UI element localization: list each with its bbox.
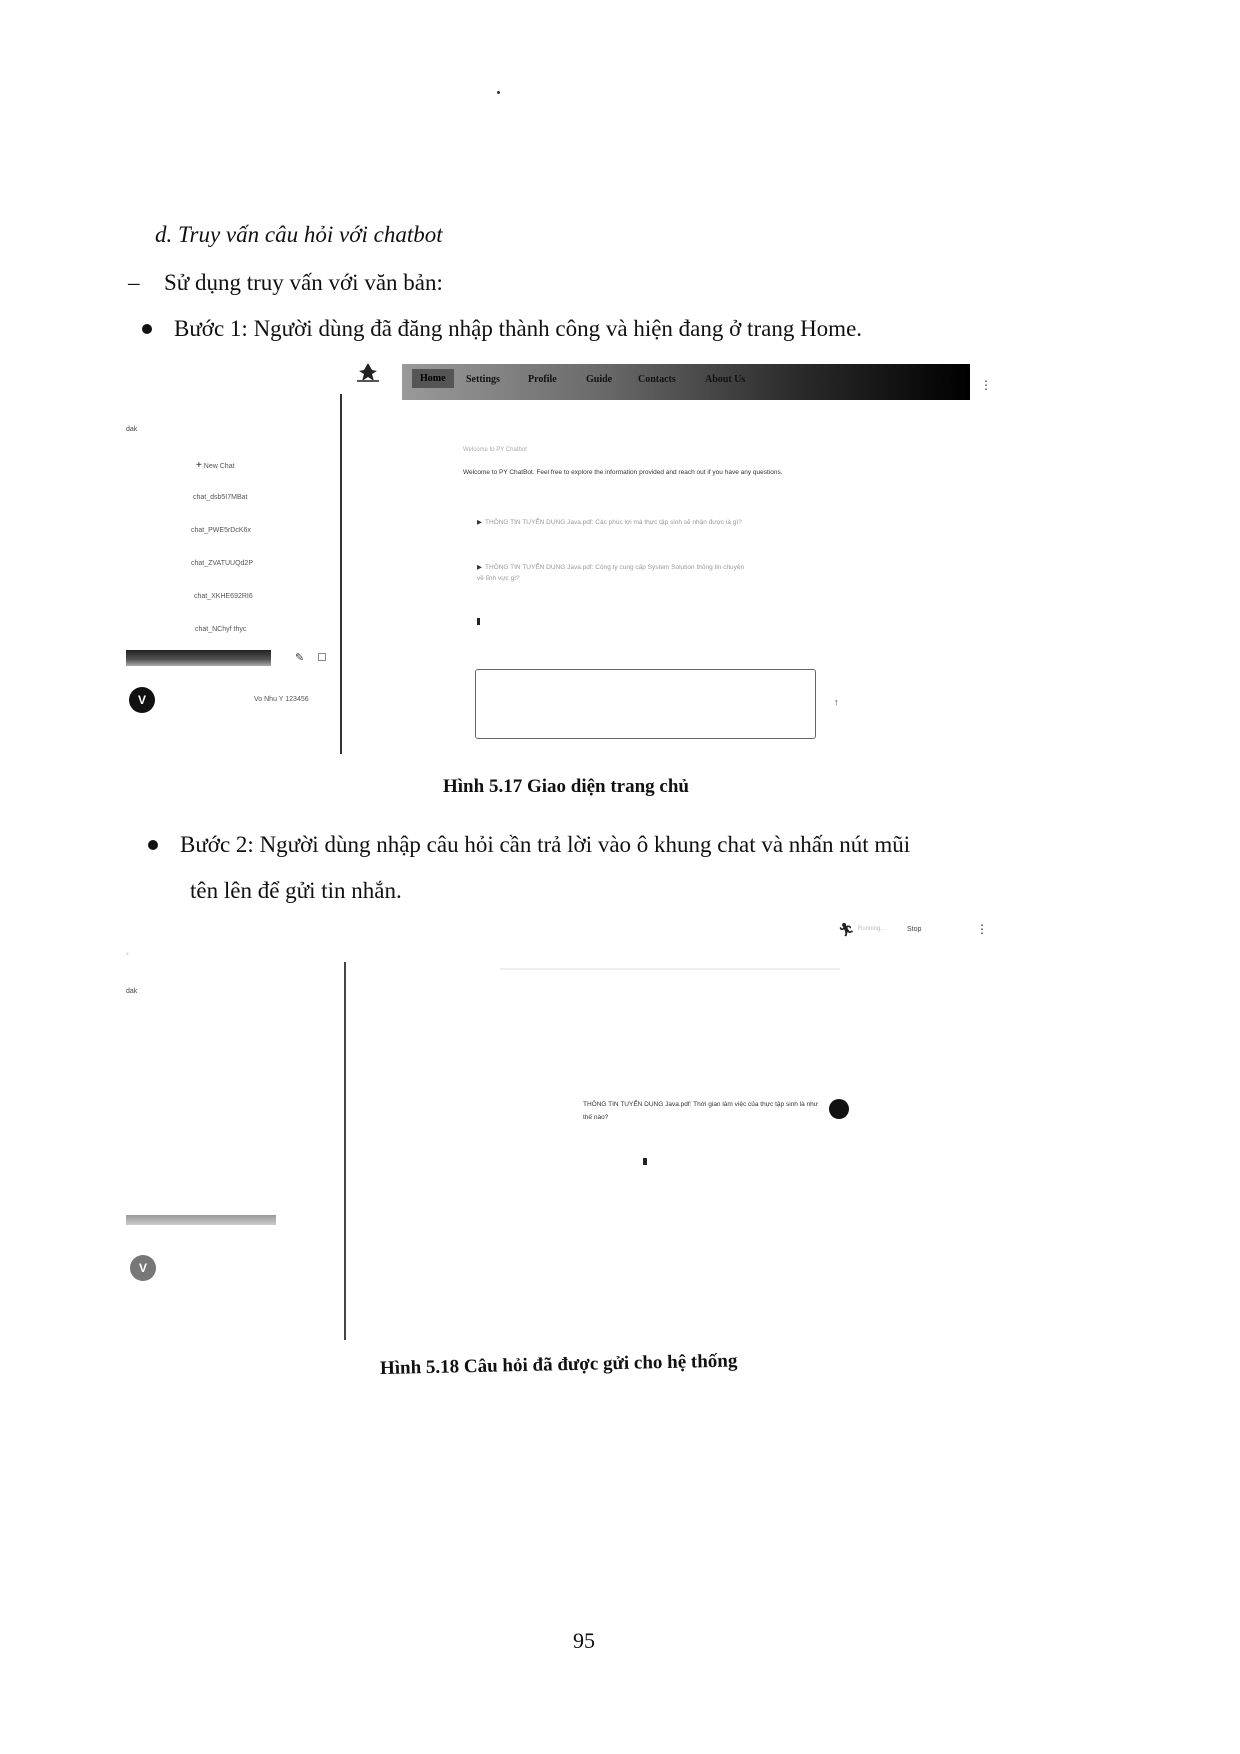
sidebar-divider	[340, 394, 342, 754]
welcome-message: Welcome to PY ChatBot. Feel free to explore the information provided and reach out if you have any questions.	[463, 469, 783, 476]
step2-text-line2: tên lên để gửi tin nhắn.	[190, 878, 402, 903]
expand-icon[interactable]	[318, 653, 326, 661]
nav-home[interactable]: Home	[412, 369, 454, 388]
sidebar-chat-item[interactable]: chat_NChyf thyc	[195, 626, 247, 633]
nav-contacts[interactable]: Contacts	[638, 374, 676, 385]
typing-indicator	[643, 1158, 647, 1165]
sidebar-chat-item[interactable]: chat_PWE5rDcK6x	[191, 527, 251, 534]
sidebar-scroll-bar[interactable]	[126, 1215, 276, 1225]
page-title: Welcome to PY Chatbot	[463, 447, 527, 453]
section-heading: d. Truy vấn câu hỏi với chatbot	[155, 222, 443, 247]
sidebar-chat-item[interactable]: chat_ZVATUUQd2P	[191, 560, 253, 567]
bullet-icon	[148, 840, 158, 850]
sidebar-divider	[344, 962, 346, 1340]
figure-caption: Hình 5.18 Câu hỏi đã được gửi cho hệ thống	[379, 1350, 738, 1379]
suggestion-text: THÔNG TIN TUYỂN DỤNG Java.pdf: Các phúc lợi mà thực tập sinh sẽ nhận được là gì?	[485, 519, 742, 526]
avatar[interactable]: V	[130, 1255, 156, 1281]
chat-input[interactable]	[475, 669, 816, 739]
plus-icon: +	[196, 460, 202, 471]
edit-icon[interactable]: ✎	[295, 652, 305, 664]
plus-icon: +	[126, 952, 130, 958]
sidebar-scroll-bar[interactable]	[126, 650, 271, 666]
figure-caption: Hình 5.17 Giao diện trang chủ	[443, 776, 689, 797]
sidebar-label: dak	[126, 988, 138, 995]
sidebar-label: dak	[126, 426, 138, 433]
suggestion-item[interactable]	[477, 562, 747, 584]
dash-item-text: Sử dụng truy vấn với văn bản:	[164, 270, 443, 295]
sidebar-chat-item[interactable]: chat_dsb5I7MBat	[193, 494, 248, 501]
page-number: 95	[573, 1628, 595, 1653]
running-status: Running...	[858, 926, 886, 932]
triangle-icon: ▶	[477, 564, 482, 571]
faint-header-line	[500, 968, 840, 970]
nav-guide[interactable]: Guide	[586, 374, 613, 385]
step2-paragraph	[148, 822, 1008, 914]
text-cursor	[477, 618, 480, 625]
step1-paragraph	[142, 316, 862, 342]
dash-marker: –	[128, 270, 140, 295]
dash-list-item	[128, 270, 443, 296]
send-arrow-icon[interactable]: ↑	[834, 697, 839, 707]
step1-text: Bước 1: Người dùng đã đăng nhập thành công và hiện đang ở trang Home.	[174, 316, 863, 341]
username: Vo Nhu Y 123456	[254, 696, 309, 703]
page-dot	[497, 91, 500, 94]
avatar[interactable]: V	[129, 687, 155, 713]
suggestion-item[interactable]	[477, 517, 747, 528]
step2-text-line1: Bước 2: Người dùng nhập câu hỏi cần trả lời vào ô khung chat và nhấn nút mũi	[180, 832, 911, 857]
menu-dots-icon[interactable]: ⋮	[976, 922, 988, 936]
user-message: THÔNG TIN TUYỂN DỤNG Java.pdf: Thời gian làm việc của thực tập sinh là như thế nào?	[583, 1101, 819, 1121]
sidebar-chat-item[interactable]: chat_XKHE692RI6	[194, 593, 253, 600]
new-chat-label: New Chat	[203, 463, 235, 470]
nav-settings[interactable]: Settings	[466, 374, 500, 385]
running-person-icon: 🏃︎	[838, 922, 855, 937]
suggestion-text: THÔNG TIN TUYỂN DỤNG Java.pdf: Công ty cung cấp System Solution thông tin chuyên về lĩnh vực gì?	[477, 564, 745, 582]
nav-profile[interactable]: Profile	[528, 374, 557, 385]
top-navbar	[402, 364, 970, 400]
stop-button[interactable]: Stop	[907, 926, 922, 933]
bullet-icon	[142, 324, 152, 334]
triangle-icon: ▶	[477, 519, 482, 526]
new-chat-button[interactable]	[196, 460, 235, 471]
app-logo-icon	[355, 361, 381, 383]
user-avatar-icon	[829, 1099, 849, 1119]
nav-about-us[interactable]: About Us	[705, 374, 746, 385]
menu-dots-icon[interactable]: ⋮	[980, 378, 992, 392]
